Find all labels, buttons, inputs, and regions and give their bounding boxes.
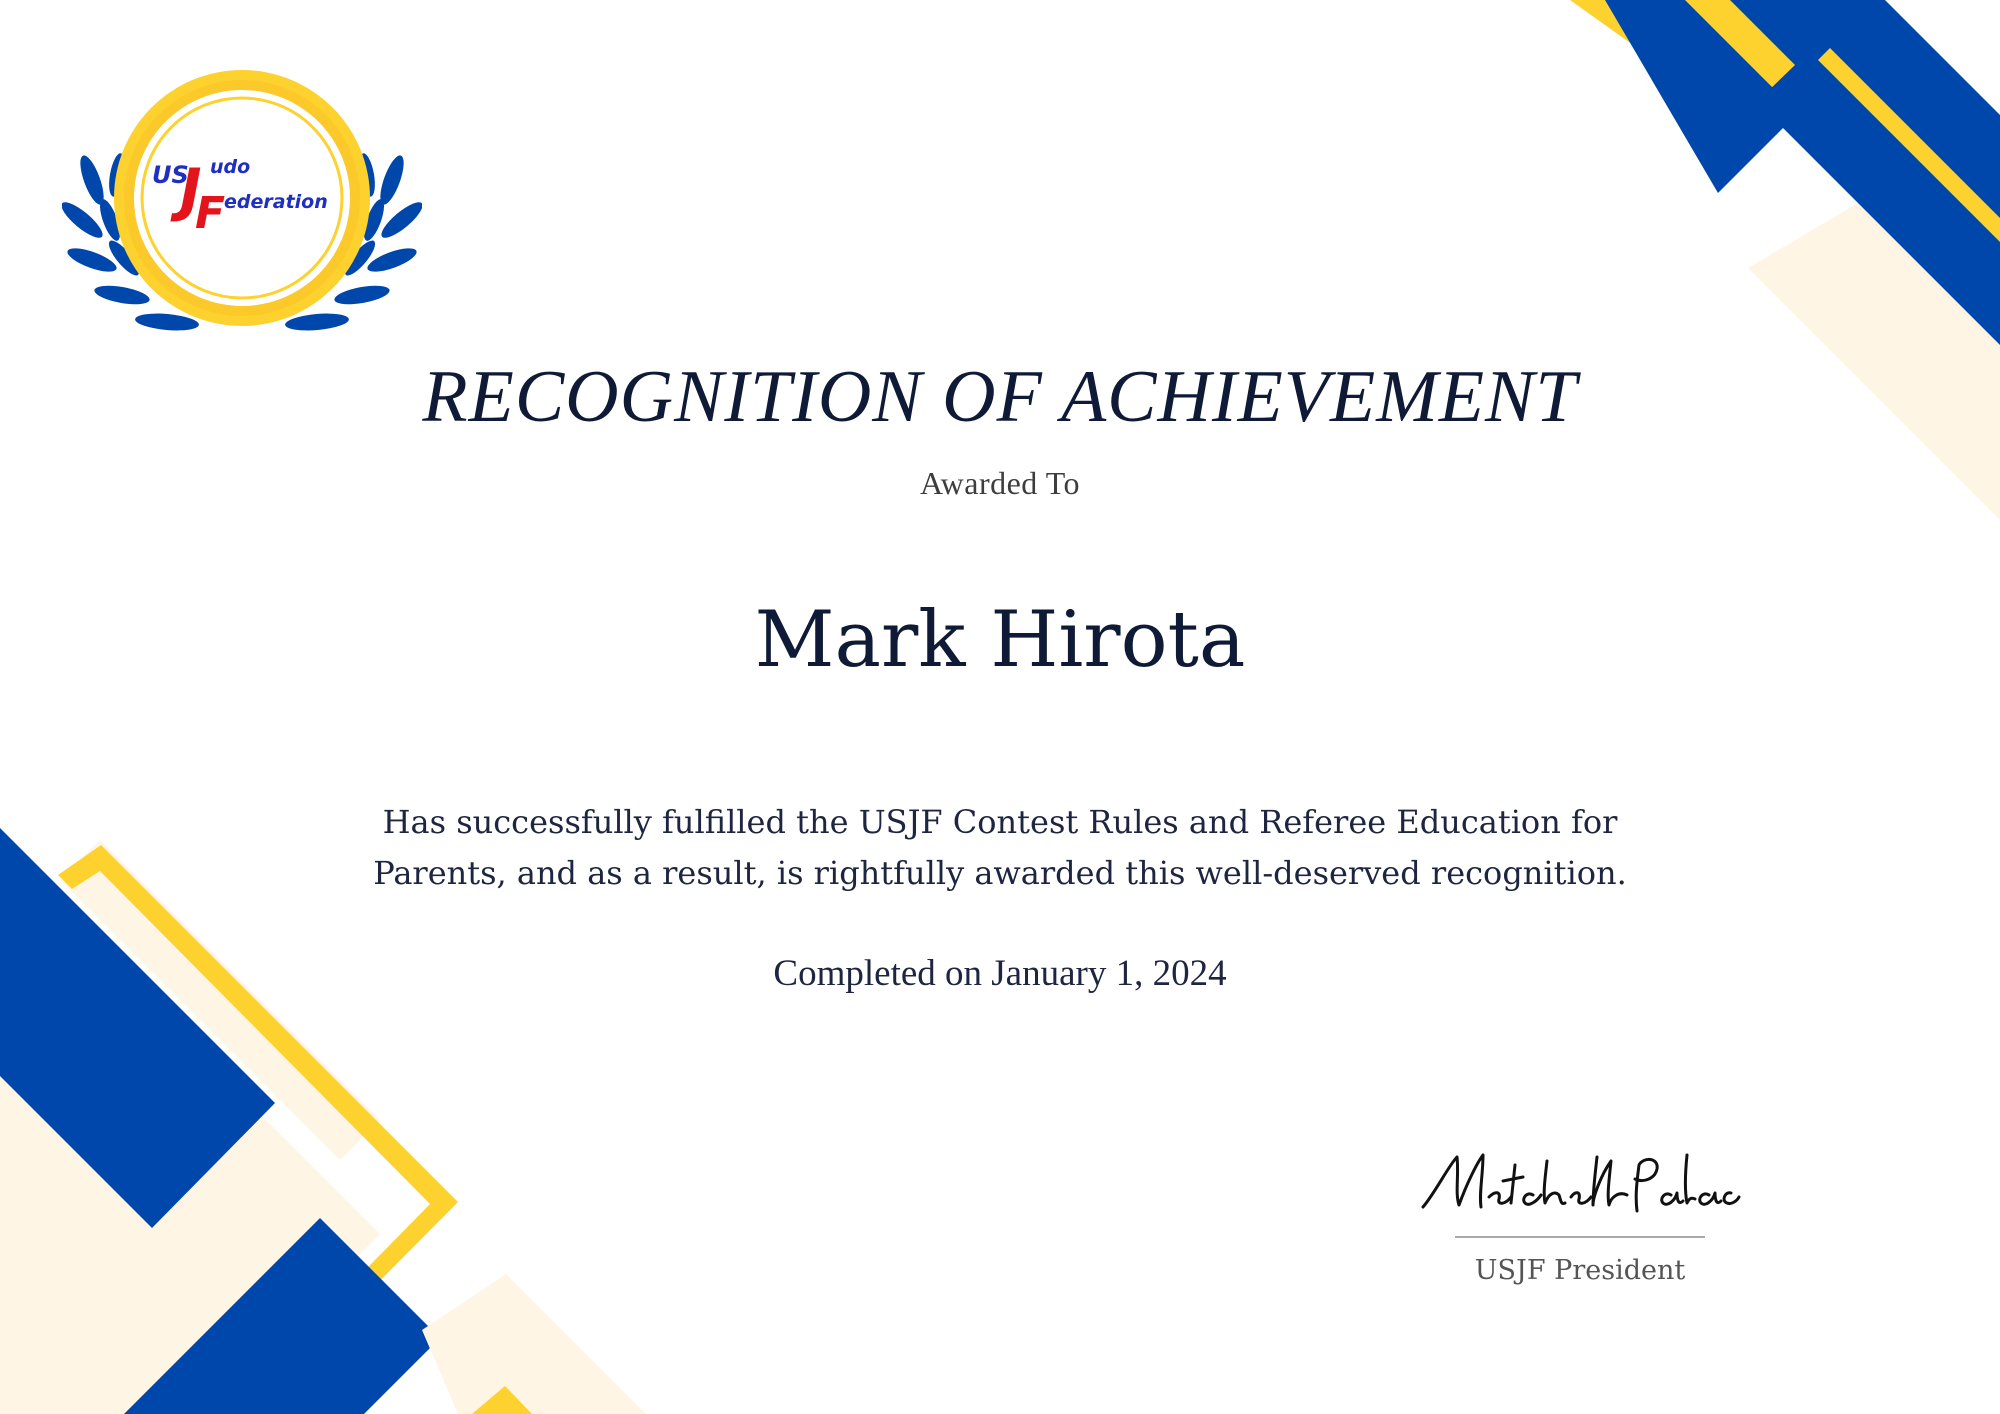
certificate-title: RECOGNITION OF ACHIEVEMENT <box>422 356 1578 438</box>
logo-ederation-text: ederation <box>224 191 328 213</box>
bottom-left-decoration <box>0 828 646 1414</box>
logo-us-text: US <box>152 161 189 189</box>
signature-line <box>1455 1236 1705 1238</box>
recipient-name: Mark Hirota <box>754 595 1246 685</box>
completion-date: Completed on January 1, 2024 <box>773 953 1227 994</box>
logo-udo-text: udo <box>210 156 251 178</box>
signer-title: USJF President <box>1474 1255 1686 1286</box>
top-right-decoration <box>1570 0 2000 520</box>
cream-block-bottom-right-corner <box>422 1274 646 1414</box>
achievement-description: Has successfully fulfilled the USJF Contest Rules and Referee Education for Parents, and as a result, is rightfully awarded this well-deserved recognition. <box>373 803 1627 892</box>
logo-f-text: F <box>195 188 226 239</box>
awarded-to-label: Awarded To <box>919 465 1081 501</box>
usjf-seal-logo <box>62 60 422 350</box>
logo-j-text: J <box>180 156 202 224</box>
handwritten-signature <box>1415 1135 1745 1230</box>
